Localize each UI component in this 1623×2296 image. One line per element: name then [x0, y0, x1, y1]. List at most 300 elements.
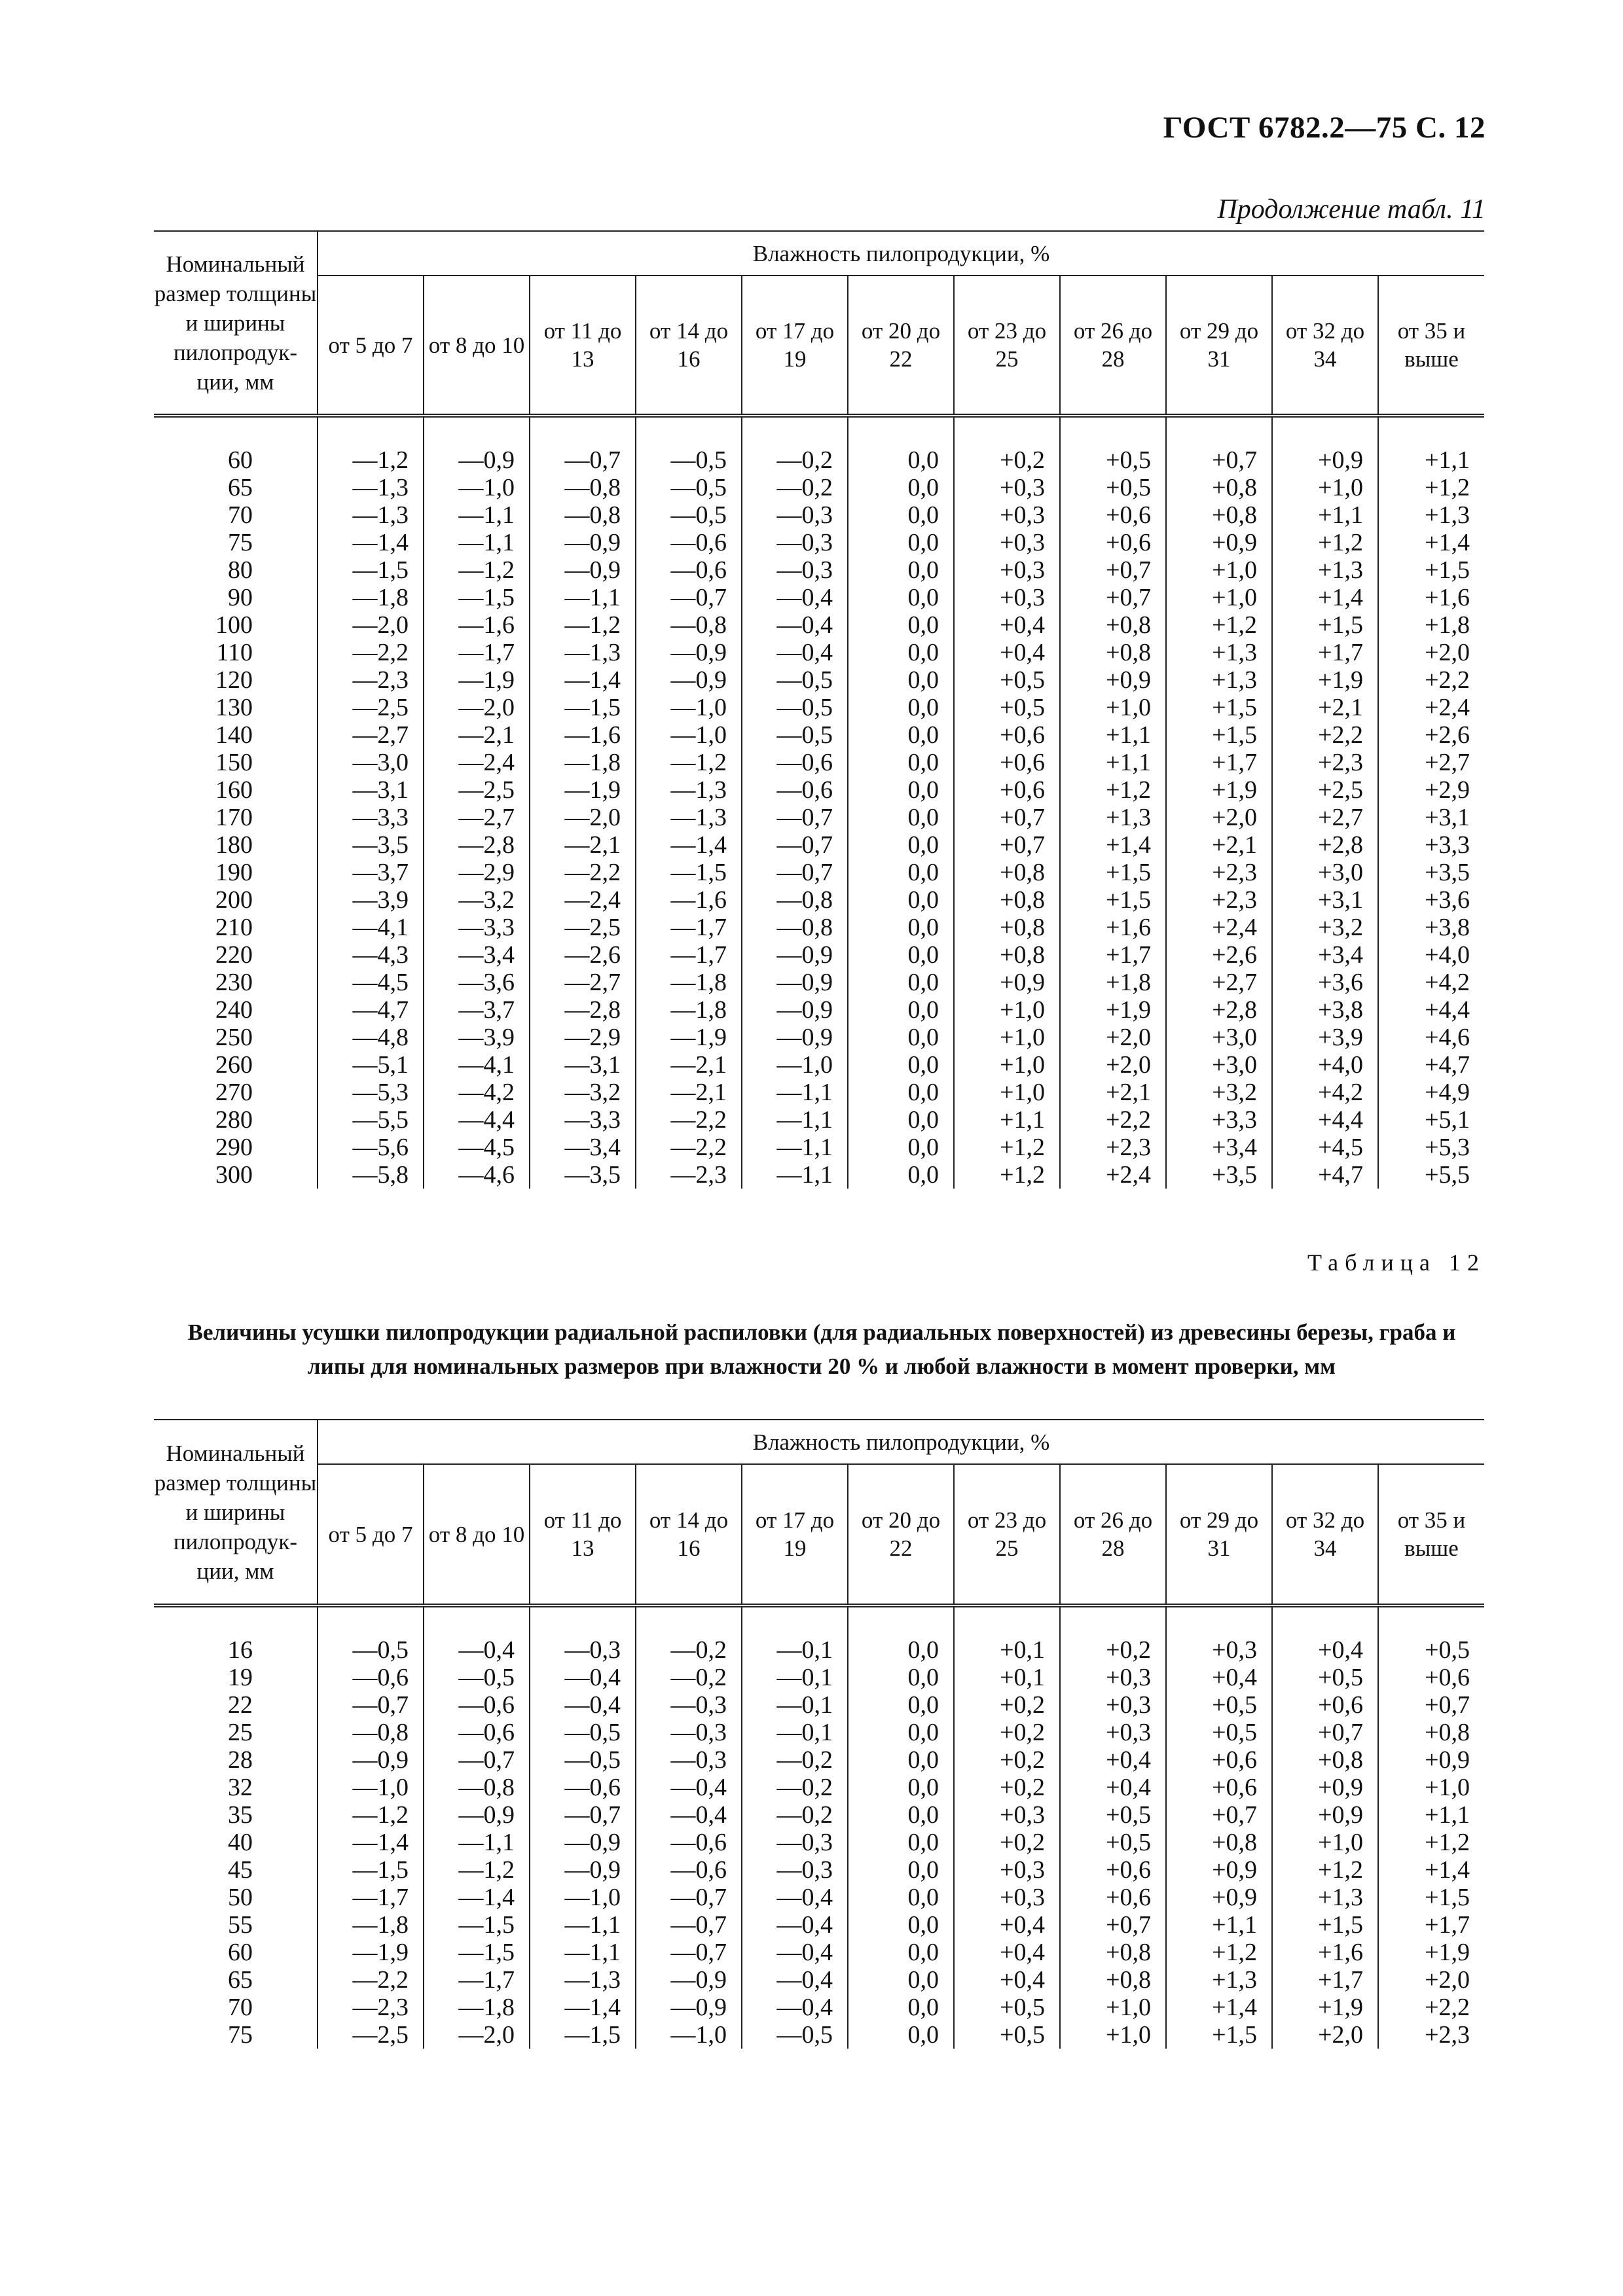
- shrinkage-cell: +2,5: [1272, 776, 1378, 804]
- shrinkage-cell: +2,3: [1166, 859, 1272, 886]
- shrinkage-cell: —0,4: [742, 584, 848, 611]
- shrinkage-cell: 0,0: [848, 556, 954, 584]
- shrinkage-cell: 0,0: [848, 1051, 954, 1079]
- shrinkage-cell: —2,7: [424, 804, 530, 831]
- shrinkage-cell: —1,1: [530, 584, 636, 611]
- shrinkage-cell: —0,6: [318, 1664, 424, 1691]
- moisture-group-header: Влажность пилопродукции, %: [318, 231, 1484, 276]
- shrinkage-cell: +1,5: [1272, 1911, 1378, 1939]
- column-header: от 8 до 10: [424, 1464, 530, 1605]
- shrinkage-cell: +1,3: [1272, 1884, 1378, 1911]
- table-row: [154, 886, 1484, 914]
- shrinkage-cell: —1,7: [636, 914, 742, 941]
- shrinkage-cell: —1,3: [530, 1966, 636, 1994]
- table-row: [154, 941, 1484, 969]
- table-row: [154, 666, 1484, 694]
- shrinkage-cell: +0,4: [1272, 1605, 1378, 1664]
- shrinkage-cell: +0,6: [1060, 501, 1166, 529]
- shrinkage-cell: +1,2: [1425, 474, 1470, 501]
- shrinkage-cell: 0,0: [848, 1079, 954, 1106]
- shrinkage-cell: —0,9: [636, 666, 742, 694]
- shrinkage-cell: +3,8: [1272, 996, 1378, 1024]
- table-row: [154, 556, 1484, 584]
- shrinkage-cell: —4,8: [318, 1024, 424, 1051]
- shrinkage-cell: —0,7: [318, 1691, 424, 1719]
- shrinkage-cell: +1,8: [1060, 969, 1166, 996]
- shrinkage-cell: +1,3: [1166, 639, 1272, 666]
- size-cell: 65: [154, 474, 318, 501]
- shrinkage-cell: 0,0: [848, 1161, 954, 1189]
- shrinkage-cell: 0,0: [848, 886, 954, 914]
- shrinkage-cell: —3,6: [424, 969, 530, 996]
- shrinkage-cell: +0,9: [1272, 1774, 1378, 1801]
- shrinkage-cell: —1,8: [530, 749, 636, 776]
- shrinkage-cell: +2,7: [1425, 749, 1470, 776]
- shrinkage-cell: +0,9: [1272, 1801, 1378, 1829]
- shrinkage-cell: +0,5: [1060, 474, 1166, 501]
- shrinkage-cell: +0,9: [1060, 666, 1166, 694]
- shrinkage-cell: +3,6: [1272, 969, 1378, 996]
- shrinkage-cell: —0,3: [530, 1605, 636, 1664]
- shrinkage-cell: +1,7: [1060, 941, 1166, 969]
- shrinkage-cell: —0,9: [636, 1966, 742, 1994]
- shrinkage-cell: —2,1: [530, 831, 636, 859]
- shrinkage-cell: —5,1: [318, 1051, 424, 1079]
- shrinkage-cell: —0,9: [636, 639, 742, 666]
- shrinkage-cell: —1,9: [530, 776, 636, 804]
- shrinkage-cell: +2,8: [1166, 996, 1272, 1024]
- shrinkage-cell: —1,4: [318, 1829, 424, 1856]
- shrinkage-cell: —1,9: [424, 666, 530, 694]
- column-header: от 14 до 16: [636, 276, 742, 416]
- shrinkage-cell: —0,7: [742, 859, 848, 886]
- table-row: [154, 721, 1484, 749]
- size-cell: 45: [154, 1856, 318, 1884]
- size-cell: 55: [154, 1911, 318, 1939]
- size-cell: 110: [154, 639, 318, 666]
- shrinkage-cell: —0,3: [742, 1856, 848, 1884]
- shrinkage-cell: +1,2: [1166, 611, 1272, 639]
- table-row: [154, 694, 1484, 721]
- shrinkage-cell: +2,6: [1166, 941, 1272, 969]
- shrinkage-cell: +2,4: [1060, 1161, 1166, 1189]
- shrinkage-cell: 0,0: [848, 1664, 954, 1691]
- shrinkage-cell: +1,2: [1272, 1856, 1378, 1884]
- size-cell: 230: [154, 969, 318, 996]
- shrinkage-cell: —0,5: [742, 721, 848, 749]
- shrinkage-cell: +1,6: [1060, 914, 1166, 941]
- shrinkage-cell: +4,2: [1272, 1079, 1378, 1106]
- shrinkage-cell: +0,3: [954, 529, 1060, 556]
- shrinkage-cell: —2,1: [424, 721, 530, 749]
- shrinkage-cell: 0,0: [848, 611, 954, 639]
- shrinkage-cell: +1,0: [954, 1024, 1060, 1051]
- page-header: ГОСТ 6782.2—75 С. 12: [1163, 111, 1486, 145]
- shrinkage-cell: +0,2: [954, 1829, 1060, 1856]
- column-header: от 35 и выше: [1397, 318, 1466, 372]
- shrinkage-cell: —1,8: [318, 584, 424, 611]
- shrinkage-cell: +4,2: [1425, 969, 1470, 996]
- shrinkage-cell: +0,9: [1272, 416, 1378, 474]
- shrinkage-cell: —0,4: [636, 1774, 742, 1801]
- shrinkage-cell: +3,0: [1166, 1051, 1272, 1079]
- shrinkage-cell: 0,0: [848, 831, 954, 859]
- shrinkage-cell: —1,3: [636, 804, 742, 831]
- table-continuation-label: Продолжение табл. 11: [1217, 194, 1486, 224]
- shrinkage-cell: —4,5: [318, 969, 424, 996]
- shrinkage-cell: —3,7: [424, 996, 530, 1024]
- table-row: [154, 859, 1484, 886]
- size-cell: 65: [154, 1966, 318, 1994]
- shrinkage-cell: —1,8: [636, 969, 742, 996]
- shrinkage-cell: +0,6: [1060, 1884, 1166, 1911]
- shrinkage-cell: —0,9: [424, 416, 530, 474]
- shrinkage-cell: +1,9: [1166, 776, 1272, 804]
- column-header: от 26 до 28: [1060, 1464, 1166, 1605]
- size-cell: 280: [154, 1106, 318, 1134]
- table-row: [154, 1106, 1484, 1134]
- shrinkage-cell: 0,0: [848, 1829, 954, 1856]
- table-row: [154, 1719, 1484, 1746]
- shrinkage-cell: —1,7: [424, 1966, 530, 1994]
- shrinkage-cell: —0,4: [742, 1884, 848, 1911]
- shrinkage-cell: —1,8: [636, 996, 742, 1024]
- shrinkage-cell: —4,4: [424, 1106, 530, 1134]
- shrinkage-cell: 0,0: [848, 1856, 954, 1884]
- shrinkage-cell: —0,6: [530, 1774, 636, 1801]
- shrinkage-cell: +3,0: [1166, 1024, 1272, 1051]
- shrinkage-cell: +2,0: [1166, 804, 1272, 831]
- shrinkage-cell: —1,1: [424, 529, 530, 556]
- shrinkage-cell: —1,2: [424, 1856, 530, 1884]
- shrinkage-cell: —4,6: [424, 1161, 530, 1189]
- shrinkage-cell: +0,8: [1425, 1719, 1470, 1746]
- shrinkage-cell: +0,5: [954, 2021, 1060, 2049]
- column-header: от 5 до 7: [318, 276, 424, 416]
- shrinkage-cell: +1,4: [1425, 1856, 1470, 1884]
- shrinkage-cell: +2,3: [1060, 1134, 1166, 1161]
- column-header: от 32 до 34: [1272, 276, 1378, 416]
- shrinkage-cell: +1,7: [1425, 1911, 1470, 1939]
- shrinkage-cell: —1,0: [530, 1884, 636, 1911]
- shrinkage-cell: —0,4: [742, 639, 848, 666]
- shrinkage-cell: +3,2: [1166, 1079, 1272, 1106]
- shrinkage-cell: +0,6: [954, 749, 1060, 776]
- shrinkage-cell: —0,9: [318, 1746, 424, 1774]
- shrinkage-cell: +0,8: [1166, 1829, 1272, 1856]
- shrinkage-cell: +3,2: [1272, 914, 1378, 941]
- shrinkage-cell: —1,9: [318, 1939, 424, 1966]
- shrinkage-cell: —1,2: [424, 556, 530, 584]
- size-cell: 290: [154, 1134, 318, 1161]
- shrinkage-cell: +0,6: [954, 776, 1060, 804]
- shrinkage-cell: 0,0: [848, 1801, 954, 1829]
- shrinkage-cell: +0,5: [1272, 1664, 1378, 1691]
- size-cell: 160: [154, 776, 318, 804]
- shrinkage-cell: —3,3: [318, 804, 424, 831]
- shrinkage-cell: —0,2: [742, 1801, 848, 1829]
- shrinkage-cell: +1,2: [1272, 529, 1378, 556]
- table-11-body: [154, 416, 1484, 1189]
- size-cell: 250: [154, 1024, 318, 1051]
- shrinkage-cell: +0,3: [954, 584, 1060, 611]
- size-cell: 120: [154, 666, 318, 694]
- shrinkage-cell: +3,3: [1166, 1106, 1272, 1134]
- shrinkage-cell: +0,4: [954, 1966, 1060, 1994]
- shrinkage-cell: —0,7: [530, 1801, 636, 1829]
- column-header: от 23 до 25: [954, 1464, 1060, 1605]
- shrinkage-cell: +1,0: [954, 1079, 1060, 1106]
- shrinkage-cell: —2,3: [318, 1994, 424, 2021]
- shrinkage-cell: —2,6: [530, 941, 636, 969]
- shrinkage-cell: —2,2: [636, 1106, 742, 1134]
- shrinkage-cell: +0,8: [954, 859, 1060, 886]
- shrinkage-cell: +0,6: [1166, 1774, 1272, 1801]
- shrinkage-cell: —0,9: [742, 969, 848, 996]
- column-header: от 32 до 34: [1272, 1464, 1378, 1605]
- shrinkage-cell: +0,3: [954, 1856, 1060, 1884]
- shrinkage-cell: —0,7: [636, 584, 742, 611]
- shrinkage-cell: +1,5: [1166, 721, 1272, 749]
- shrinkage-cell: —4,1: [424, 1051, 530, 1079]
- shrinkage-cell: —1,5: [318, 1856, 424, 1884]
- shrinkage-cell: 0,0: [848, 749, 954, 776]
- size-column-header: Номинальный размер толщины и ширины пилопродук-ции, мм: [154, 1420, 318, 1605]
- shrinkage-cell: +4,0: [1425, 941, 1470, 969]
- shrinkage-cell: —0,3: [742, 529, 848, 556]
- size-cell: 240: [154, 996, 318, 1024]
- shrinkage-cell: —0,4: [424, 1605, 530, 1664]
- shrinkage-cell: +1,1: [1425, 1801, 1470, 1829]
- shrinkage-cell: +1,6: [1272, 1939, 1378, 1966]
- shrinkage-cell: 0,0: [848, 804, 954, 831]
- shrinkage-cell: —0,5: [636, 416, 742, 474]
- size-cell: 90: [154, 584, 318, 611]
- column-header: от 20 до 22: [848, 1464, 954, 1605]
- shrinkage-cell: —0,5: [318, 1605, 424, 1664]
- shrinkage-cell: +2,1: [1060, 1079, 1166, 1106]
- size-cell: 260: [154, 1051, 318, 1079]
- shrinkage-cell: —0,3: [742, 556, 848, 584]
- shrinkage-cell: —1,6: [424, 611, 530, 639]
- table-row: [154, 1801, 1484, 1829]
- size-cell: 100: [154, 611, 318, 639]
- shrinkage-cell: +0,8: [1166, 501, 1272, 529]
- shrinkage-cell: —2,7: [318, 721, 424, 749]
- shrinkage-cell: +0,6: [1272, 1691, 1378, 1719]
- shrinkage-cell: —0,4: [530, 1664, 636, 1691]
- column-header: от 29 до 31: [1166, 1464, 1272, 1605]
- shrinkage-cell: —0,2: [636, 1664, 742, 1691]
- shrinkage-cell: +1,9: [1272, 666, 1378, 694]
- shrinkage-cell: +1,4: [1425, 529, 1470, 556]
- shrinkage-cell: —0,6: [636, 1856, 742, 1884]
- shrinkage-cell: —2,0: [530, 804, 636, 831]
- shrinkage-cell: +2,0: [1272, 2021, 1378, 2049]
- shrinkage-cell: —1,8: [424, 1994, 530, 2021]
- shrinkage-cell: +0,8: [954, 941, 1060, 969]
- shrinkage-cell: +0,5: [1060, 416, 1166, 474]
- shrinkage-cell: —0,9: [530, 1829, 636, 1856]
- shrinkage-cell: —3,5: [318, 831, 424, 859]
- shrinkage-cell: 0,0: [848, 941, 954, 969]
- shrinkage-cell: —2,8: [530, 996, 636, 1024]
- shrinkage-cell: +0,6: [1060, 529, 1166, 556]
- table-row: [154, 996, 1484, 1024]
- shrinkage-cell: —0,2: [742, 1746, 848, 1774]
- shrinkage-cell: +5,3: [1425, 1134, 1470, 1161]
- shrinkage-cell: +0,9: [1166, 1884, 1272, 1911]
- size-cell: 140: [154, 721, 318, 749]
- shrinkage-cell: +0,4: [954, 1939, 1060, 1966]
- shrinkage-cell: 0,0: [848, 584, 954, 611]
- shrinkage-cell: —0,4: [742, 1994, 848, 2021]
- shrinkage-cell: +0,1: [954, 1664, 1060, 1691]
- shrinkage-cell: +1,3: [1272, 556, 1378, 584]
- shrinkage-cell: —0,5: [636, 474, 742, 501]
- shrinkage-cell: —0,3: [742, 501, 848, 529]
- shrinkage-cell: —0,6: [742, 776, 848, 804]
- shrinkage-cell: —0,5: [636, 501, 742, 529]
- size-cell: 19: [154, 1664, 318, 1691]
- shrinkage-cell: +1,9: [1272, 1994, 1378, 2021]
- table-row: [154, 1079, 1484, 1106]
- shrinkage-cell: —1,1: [742, 1106, 848, 1134]
- table-row: [154, 969, 1484, 996]
- shrinkage-cell: 0,0: [848, 1911, 954, 1939]
- shrinkage-cell: +0,3: [1060, 1664, 1166, 1691]
- shrinkage-cell: —1,2: [636, 749, 742, 776]
- shrinkage-cell: —0,6: [424, 1691, 530, 1719]
- shrinkage-cell: —1,1: [530, 1911, 636, 1939]
- shrinkage-cell: +0,5: [1378, 1605, 1484, 1664]
- shrinkage-cell: +2,1: [1272, 694, 1378, 721]
- shrinkage-cell: +2,1: [1166, 831, 1272, 859]
- table-row: [154, 1746, 1484, 1774]
- shrinkage-cell: +0,2: [954, 1691, 1060, 1719]
- shrinkage-cell: —0,4: [530, 1691, 636, 1719]
- shrinkage-cell: +1,0: [1166, 556, 1272, 584]
- shrinkage-cell: —0,6: [636, 1829, 742, 1856]
- shrinkage-cell: +0,7: [954, 804, 1060, 831]
- shrinkage-cell: +3,3: [1425, 831, 1470, 859]
- shrinkage-cell: —0,6: [424, 1719, 530, 1746]
- size-cell: 60: [154, 1939, 318, 1966]
- shrinkage-cell: +1,0: [1060, 694, 1166, 721]
- column-header: от 17 до 19: [742, 1464, 848, 1605]
- shrinkage-cell: —1,5: [530, 2021, 636, 2049]
- shrinkage-cell: —1,1: [742, 1079, 848, 1106]
- shrinkage-cell: 0,0: [848, 996, 954, 1024]
- shrinkage-cell: 0,0: [848, 1746, 954, 1774]
- shrinkage-cell: +0,7: [1166, 416, 1272, 474]
- shrinkage-cell: —5,5: [318, 1106, 424, 1134]
- shrinkage-cell: —1,3: [530, 639, 636, 666]
- shrinkage-cell: —0,3: [636, 1746, 742, 1774]
- shrinkage-cell: +1,1: [1272, 501, 1378, 529]
- shrinkage-cell: +4,6: [1425, 1024, 1470, 1051]
- shrinkage-cell: —2,2: [530, 859, 636, 886]
- shrinkage-cell: +0,5: [1060, 1829, 1166, 1856]
- shrinkage-cell: +3,9: [1272, 1024, 1378, 1051]
- shrinkage-cell: +0,5: [1060, 1801, 1166, 1829]
- shrinkage-cell: 0,0: [848, 969, 954, 996]
- shrinkage-cell: —0,6: [636, 529, 742, 556]
- shrinkage-cell: +0,5: [954, 694, 1060, 721]
- shrinkage-cell: —0,9: [742, 941, 848, 969]
- shrinkage-cell: —0,2: [742, 416, 848, 474]
- shrinkage-cell: —2,2: [318, 1966, 424, 1994]
- shrinkage-cell: —3,1: [530, 1051, 636, 1079]
- shrinkage-cell: —0,8: [530, 474, 636, 501]
- shrinkage-cell: —3,4: [530, 1134, 636, 1161]
- shrinkage-cell: —0,9: [530, 529, 636, 556]
- shrinkage-cell: —1,0: [742, 1051, 848, 1079]
- shrinkage-cell: —1,1: [742, 1134, 848, 1161]
- shrinkage-cell: +1,1: [1166, 1911, 1272, 1939]
- shrinkage-cell: +1,0: [1272, 1829, 1378, 1856]
- shrinkage-cell: 0,0: [848, 666, 954, 694]
- shrinkage-cell: 0,0: [848, 1106, 954, 1134]
- shrinkage-cell: +0,7: [1166, 1801, 1272, 1829]
- shrinkage-cell: +1,0: [1060, 2021, 1166, 2049]
- shrinkage-cell: —1,0: [636, 721, 742, 749]
- shrinkage-cell: +1,3: [1060, 804, 1166, 831]
- shrinkage-cell: —3,9: [318, 886, 424, 914]
- shrinkage-cell: +0,5: [954, 666, 1060, 694]
- column-header: от 17 до 19: [742, 276, 848, 416]
- shrinkage-cell: —4,3: [318, 941, 424, 969]
- shrinkage-cell: 0,0: [848, 1024, 954, 1051]
- size-cell: 80: [154, 556, 318, 584]
- shrinkage-cell: —3,2: [530, 1079, 636, 1106]
- shrinkage-cell: 0,0: [848, 1966, 954, 1994]
- shrinkage-cell: +1,7: [1272, 639, 1378, 666]
- shrinkage-cell: +1,5: [1166, 694, 1272, 721]
- shrinkage-cell: +0,2: [954, 1774, 1060, 1801]
- shrinkage-cell: —1,3: [318, 474, 424, 501]
- shrinkage-cell: 0,0: [848, 416, 954, 474]
- shrinkage-cell: +1,9: [1425, 1939, 1470, 1966]
- table-row: [154, 2021, 1484, 2049]
- shrinkage-cell: +0,5: [1166, 1691, 1272, 1719]
- shrinkage-cell: —3,5: [530, 1161, 636, 1189]
- table-row: [154, 749, 1484, 776]
- shrinkage-cell: +0,5: [954, 1994, 1060, 2021]
- shrinkage-cell: 0,0: [848, 501, 954, 529]
- shrinkage-cell: +1,5: [1425, 556, 1470, 584]
- shrinkage-cell: —1,0: [636, 694, 742, 721]
- shrinkage-cell: —0,5: [530, 1719, 636, 1746]
- shrinkage-cell: —1,1: [424, 501, 530, 529]
- shrinkage-cell: —1,7: [424, 639, 530, 666]
- shrinkage-cell: +0,4: [1060, 1774, 1166, 1801]
- shrinkage-cell: +1,2: [954, 1161, 1060, 1189]
- shrinkage-cell: —0,7: [636, 1911, 742, 1939]
- shrinkage-cell: —0,8: [530, 501, 636, 529]
- shrinkage-cell: —1,2: [318, 416, 424, 474]
- shrinkage-cell: —3,1: [318, 776, 424, 804]
- shrinkage-cell: +0,9: [1425, 1746, 1470, 1774]
- shrinkage-cell: —3,9: [424, 1024, 530, 1051]
- shrinkage-cell: +3,1: [1425, 804, 1470, 831]
- shrinkage-cell: +0,2: [1060, 1605, 1166, 1664]
- shrinkage-cell: +1,5: [1060, 859, 1166, 886]
- shrinkage-cell: +1,4: [1060, 831, 1166, 859]
- shrinkage-cell: 0,0: [848, 776, 954, 804]
- shrinkage-cell: —2,5: [424, 776, 530, 804]
- column-header: от 8 до 10: [424, 276, 530, 416]
